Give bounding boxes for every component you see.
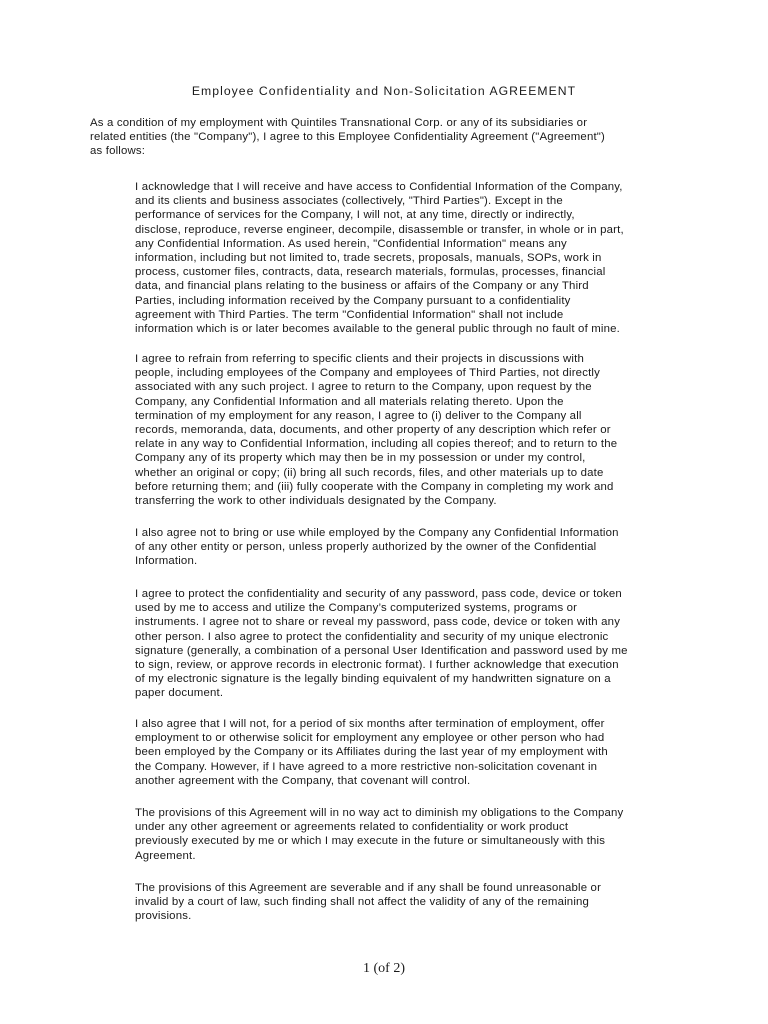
- paragraph-password-security: I agree to protect the confidentiality and security of any password, pass code, device or token used by me to access and utilize the Company’s computerized systems, programs or instruments. I agree not to share or reveal my password, pass code, device or token with any other person. I also agree to protect the confidentiality and security of my unique electronic signature (generally, a combination of a personal User Identification and password used by me to sign, review, or approve records in electronic format). I further acknowledge that execution of my electronic signature is the legally binding equivalent of my handwritten signature on a paper document.: [135, 588, 628, 700]
- paragraph-severability: The provisions of this Agreement are severable and if any shall be found unreasonable or invalid by a court of law, such finding shall not affect the validity of any of the remaining provisions.: [135, 882, 602, 923]
- paragraph-third-party-information: I also agree not to bring or use while employed by the Company any Confidential Information of any other entity or person, unless properly authorized by the owner of the Confidential Information.: [135, 527, 619, 568]
- document-title: Employee Confidentiality and Non-Solicitation AGREEMENT: [191, 84, 577, 98]
- paragraph-other-agreements: The provisions of this Agreement will in no way act to diminish my obligations to the Company under any other agreement or agreements related to confidentiality or work product previously executed by me or which I may execute in the future or simultaneously with this Agreement.: [135, 807, 624, 862]
- page-number: 1 (of 2): [363, 961, 405, 976]
- intro-paragraph: As a condition of my employment with Quintiles Transnational Corp. or any of its subsidiaries or related entities (the "Company"), I agree to this Employee Confidentiality Agreement ("Agreement") as follows:: [90, 117, 605, 158]
- paragraph-confidential-information: I acknowledge that I will receive and have access to Confidential Information of the Company, and its clients and business associates (collectively, "Third Parties"). Except in the performance of services for the Company, I will not, at any time, directly or indirectly, disclose, reproduce, reverse engineer, decompile, disassemble or transfer, in whole or in part, any Confidential Information. As used herein, "Confidential Information" means any information, including but not limited to, trade secrets, proposals, manuals, SOPs, work in process, customer files, contracts, data, research materials, formulas, processes, financial data, and financial plans relating to the business or affairs of the Company or any Third Parties, including information received by the Company pursuant to a confidentiality agreement with Third Parties. The term "Confidential Information" shall not include information which is or later becomes available to the general public through no fault of mine.: [135, 181, 624, 336]
- paragraph-client-discussions: I agree to refrain from referring to specific clients and their projects in discussions with people, including employees of the Company and employees of Third Parties, not directly associated with any such project. I agree to return to the Company, upon request by the Company, any Confidential Information and all materials relating thereto. Upon the termination of my employment for any reason, I agree to (i) deliver to the Company all records, memoranda, data, documents, and other property of any description which refer or relate in any way to Confidential Information, including all copies thereof; and to return to the Company any of its property which may then be in my possession or under my control, whether an original or copy; (ii) bring all such records, files, and other materials up to date before returning them; and (iii) fully cooperate with the Company in completing my work and transferring the work to other individuals designated by the Company.: [135, 353, 618, 508]
- paragraph-non-solicitation: I also agree that I will not, for a period of six months after termination of employment, offer employment to or otherwise solicit for employment any employee or other person who had been employed by the Company or its Affiliates during the last year of my employment with the Company. However, if I have agreed to a more restrictive non-solicitation covenant in another agreement with the Company, that covenant will control.: [135, 718, 608, 787]
